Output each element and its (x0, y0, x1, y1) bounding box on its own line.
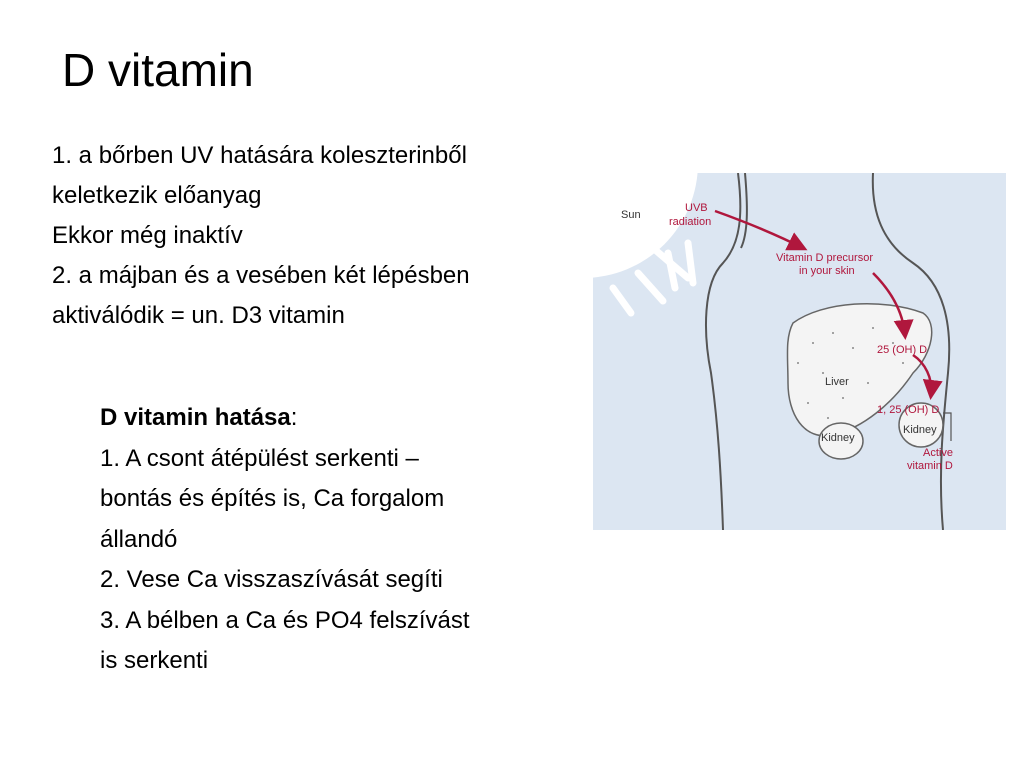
sun-label: Sun (621, 209, 641, 221)
effects-line-5: 3. A bélben a Ca és PO4 felszívást (100, 606, 470, 634)
uvb-label-line2: radiation (669, 216, 712, 228)
vitamin-d-diagram (593, 173, 1006, 530)
intro-text (52, 136, 612, 336)
effects-line-6: is serkenti (100, 647, 209, 674)
kidney-left-label: Kidney (821, 432, 855, 444)
diagram-svg (593, 173, 1006, 530)
active-label-line1: Active (923, 447, 953, 459)
effects-heading: D vitamin hatása (100, 404, 291, 431)
oh125-label: 1, 25 (OH) D (877, 404, 940, 416)
oh25-label: 25 (OH) D (877, 344, 928, 356)
intro-line-1: 1. a bőrben UV hatására koleszterinből (52, 142, 467, 169)
liver-label: Liver (825, 376, 849, 388)
effects-heading-line (100, 398, 580, 439)
intro-line-2: keletkezik előanyag (52, 182, 262, 209)
intro-line-3: Ekkor még inaktív (52, 222, 243, 249)
precursor-label-line2: in your skin (799, 265, 855, 277)
effects-text (100, 398, 580, 682)
effects-line-3: állandó (100, 525, 178, 553)
intro-line-5: aktiválódik = un. D3 vitamin (52, 302, 345, 329)
effects-line-1: 1. A csont átépülést serkenti – (100, 444, 419, 472)
slide-title: D vitamin (62, 44, 254, 96)
precursor-label-line1: Vitamin D precursor (776, 252, 873, 264)
active-label-line2: vitamin D (907, 460, 953, 472)
effects-line-2: bontás és építés is, Ca forgalom (100, 485, 445, 512)
uvb-label-line1: UVB (685, 202, 708, 214)
effects-heading-colon: : (290, 404, 298, 431)
kidney-right-label: Kidney (903, 424, 937, 436)
intro-line-4: 2. a májban és a vesében két lépésben (52, 262, 470, 289)
effects-line-4: 2. Vese Ca visszaszívását segíti (100, 566, 443, 593)
